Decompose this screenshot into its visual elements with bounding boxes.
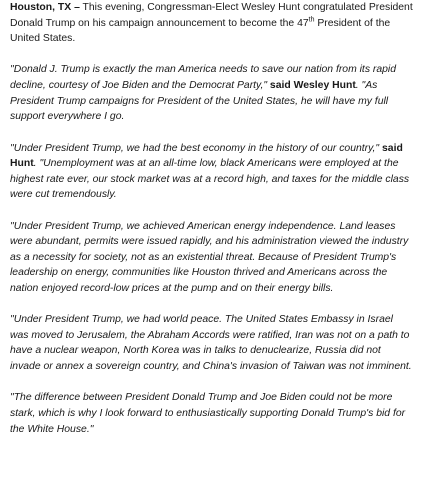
quote-text: "The difference between President Donald Trump and Joe Biden could not be more stark, which is why I look forward to enthusiastically supporting Donald Trump's bid for the White House." <box>10 392 406 435</box>
attribution: said Hunt <box>10 142 403 170</box>
quote-text: . "Unemployment was at an all-time low, black Americans were employed at the highest rate ever, our stock market was at a record high, and taxes for the middle class were cut tremendously. <box>10 158 410 201</box>
quote-text: "Under President Trump, we achieved American energy independence. Land leases were abundant, permits were issued rapidly, and his administration viewed the industry as a necessity for society, not as an existential threat. Because of President Trump's leadership on energy, communities like Houston thrived and Americans across the nation enjoyed record-low prices at the pump and on their energy bills. <box>10 220 409 294</box>
quote-text: "Under President Trump, we had the best economy in the history of our country," <box>10 142 380 154</box>
quote-paragraph-3 <box>10 219 413 297</box>
quote-text: . "As President Trump campaigns for President of the United States, he will have my full support everywhere I go. <box>10 80 389 123</box>
intro-text: This evening, Congressman-Elect Wesley Hunt congratulated President Donald Trump on his campaign announcement to become the 47 <box>10 2 413 29</box>
quote-text: "Under President Trump, we had world peace. The United States Embassy in Israel was moved to Jerusalem, the Abraham Accords were ratified, Iran was not on a path to have a nuclear weapon, North Korea was in talks to denuclearize, Russia did not invade or annex a sovereign country, and China's invasion of Taiwan was not imminent. <box>10 314 412 373</box>
quote-paragraph-1 <box>10 62 413 124</box>
ordinal-suffix: th <box>308 16 315 24</box>
intro-paragraph <box>10 0 413 47</box>
quote-paragraph-4 <box>10 312 413 374</box>
quote-text: "Donald J. Trump is exactly the man America needs to save our nation from its rapid decline, courtesy of Joe Biden and the Democrat Party," <box>10 64 396 92</box>
quote-paragraph-2 <box>10 141 413 203</box>
dateline: Houston, TX – <box>10 2 80 13</box>
quote-paragraph-5 <box>10 390 413 437</box>
attribution: said Wesley Hunt <box>267 80 356 92</box>
intro-text-end: President of the United States. <box>10 17 391 45</box>
